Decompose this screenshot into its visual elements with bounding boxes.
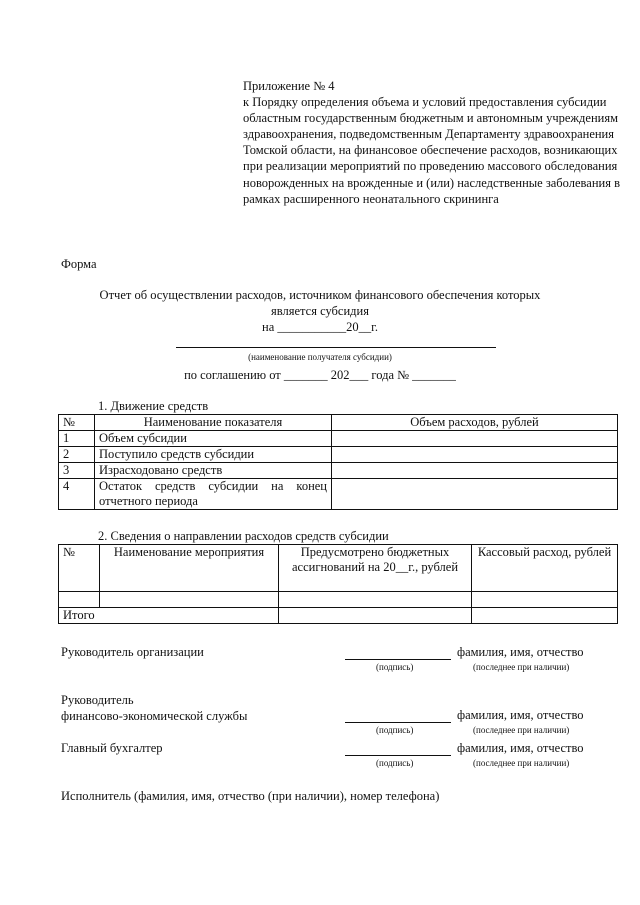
header-amount: Объем расходов, рублей (332, 415, 618, 431)
row-value (332, 463, 618, 479)
recipient-caption: (наименование получателя субсидии) (248, 352, 392, 362)
table-row (59, 463, 618, 479)
table-row (59, 592, 618, 608)
report-title-line2: является субсидия (271, 304, 369, 318)
signature-role: Главный бухгалтер (61, 741, 163, 755)
cell-empty (279, 592, 472, 608)
total-row (59, 608, 618, 624)
row-name: Остаток средств субсидии на конец отчетного периода (95, 479, 332, 510)
cell-empty (472, 592, 618, 608)
recipient-line (176, 347, 496, 348)
signature-role: Руководитель финансово-экономической службы (61, 693, 248, 723)
name-caption: (последнее при наличии) (473, 758, 570, 768)
form-label: Форма (61, 257, 97, 271)
signature-caption: (подпись) (376, 725, 414, 735)
row-num: 2 (59, 447, 95, 463)
header-activity: Наименование мероприятия (100, 545, 279, 592)
row-name: Израсходовано средств (95, 463, 332, 479)
agreement-line: по соглашению от _______ 202___ года № _______ (184, 368, 456, 382)
table-row (59, 479, 618, 510)
name-caption: (последнее при наличии) (473, 725, 570, 735)
row-name: Объем субсидии (95, 431, 332, 447)
header-num: № (59, 545, 100, 592)
table-row (59, 447, 618, 463)
cell-empty (59, 592, 100, 608)
signature-caption: (подпись) (376, 662, 414, 672)
row-value (332, 479, 618, 510)
row-num: 1 (59, 431, 95, 447)
signature-line (345, 755, 451, 756)
total-label: Итого (59, 608, 279, 624)
row-num: 4 (59, 479, 95, 510)
signature-name: фамилия, имя, отчество (457, 741, 584, 755)
row-num: 3 (59, 463, 95, 479)
row-value (332, 447, 618, 463)
funds-movement-table (58, 414, 618, 510)
report-title-line1: Отчет об осуществлении расходов, источником финансового обеспечения которых (99, 288, 541, 302)
table-row (59, 431, 618, 447)
signature-name: фамилия, имя, отчество (457, 645, 584, 659)
cell-empty (279, 608, 472, 624)
header-budget: Предусмотрено бюджетных ассигнований на 20__г., рублей (279, 545, 472, 592)
report-date-line: на ___________20__г. (262, 320, 378, 334)
row-name: Поступило средств субсидии (95, 447, 332, 463)
signature-caption: (подпись) (376, 758, 414, 768)
signature-line (345, 722, 451, 723)
table-header-row (59, 545, 618, 592)
name-caption: (последнее при наличии) (473, 662, 570, 672)
table-header-row (59, 415, 618, 431)
expenses-table (58, 544, 618, 624)
cell-empty (100, 592, 279, 608)
section2-title: 2. Сведения о направлении расходов средств субсидии (98, 529, 389, 543)
appendix-header: Приложение № 4 к Порядку определения объема и условий предоставления субсидии областным государственным бюджетным и автономным учреждениям здравоохранения, подведомственным Департаменту здравоохранения Томской области, на финансовое обеспечение расходов, возникающих при реализации мероприятий по проведению массового обследования новорожденных на врожденные и (или) наследственные заболевания в рамках расширенного неонатального скрининга (243, 79, 620, 206)
signature-role: Руководитель организации (61, 645, 204, 659)
header-cash: Кассовый расход, рублей (472, 545, 618, 592)
signature-line (345, 659, 451, 660)
section1-title: 1. Движение средств (98, 399, 209, 413)
executor-line: Исполнитель (фамилия, имя, отчество (при наличии), номер телефона) (61, 789, 440, 803)
cell-empty (472, 608, 618, 624)
header-num: № (59, 415, 95, 431)
header-indicator: Наименование показателя (95, 415, 332, 431)
signature-name: фамилия, имя, отчество (457, 708, 584, 722)
row-value (332, 431, 618, 447)
